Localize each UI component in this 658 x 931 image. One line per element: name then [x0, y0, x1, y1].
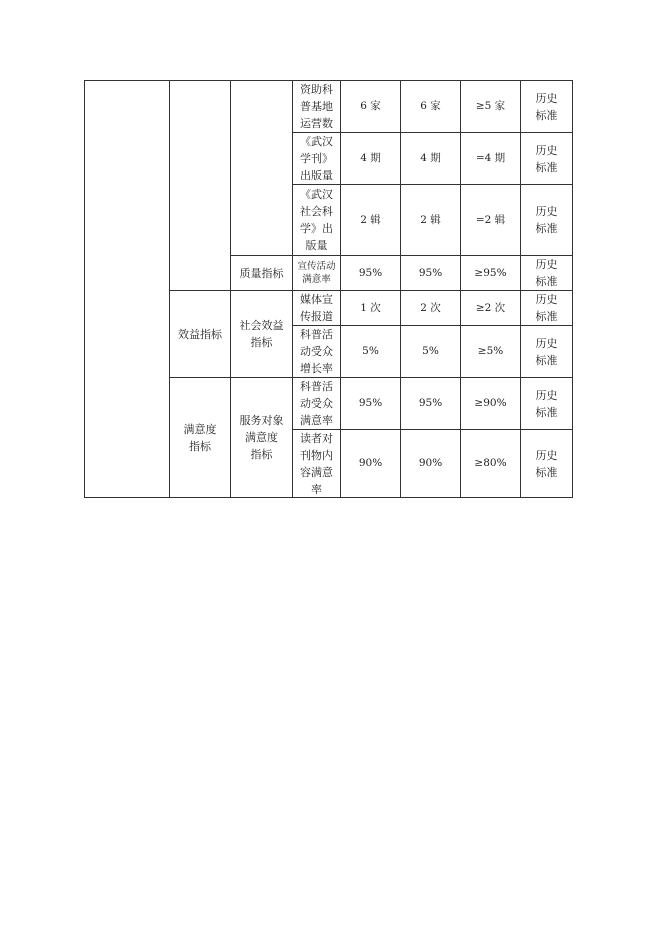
row-standard: ≥5%: [460, 325, 521, 378]
row-actual: 95%: [400, 255, 461, 291]
row-basis: 历史 标准: [520, 255, 573, 291]
col3-service-satisfaction-indicator: 服务对象 满意度 指标: [230, 377, 293, 498]
row-standard: ≥90%: [460, 377, 521, 430]
row-target: 5%: [340, 325, 401, 378]
row-target: 4 期: [340, 132, 401, 185]
row-target: 90%: [340, 429, 401, 498]
row-basis: 历史 标准: [520, 377, 573, 430]
row-actual: 95%: [400, 377, 461, 430]
row-indicator: 科普活 动受众 增长率: [292, 325, 341, 378]
row-actual: 2 次: [400, 290, 461, 326]
row-standard: ≥80%: [460, 429, 521, 498]
col3-continued-cell: [230, 80, 293, 256]
row-standard: =4 期: [460, 132, 521, 185]
col1-continued-cell: [84, 80, 170, 498]
row-actual: 2 辑: [400, 184, 461, 256]
row-target: 6 家: [340, 80, 401, 133]
row-target: 95%: [340, 255, 401, 291]
row-standard: ≥5 家: [460, 80, 521, 133]
col3-social-benefit-indicator: 社会效益 指标: [230, 290, 293, 378]
row-basis: 历史 标准: [520, 184, 573, 256]
row-indicator: 《武汉 学刊》 出版量: [292, 132, 341, 185]
row-indicator: 宣传活动 满意率: [292, 255, 341, 291]
row-target: 95%: [340, 377, 401, 430]
col2-benefit-indicator: 效益指标: [169, 290, 231, 378]
row-standard: ≥2 次: [460, 290, 521, 326]
row-indicator: 科普活 动受众 满意率: [292, 377, 341, 430]
row-basis: 历史 标准: [520, 80, 573, 133]
row-indicator: 资助科 普基地 运营数: [292, 80, 341, 133]
row-standard: ≥95%: [460, 255, 521, 291]
row-actual: 90%: [400, 429, 461, 498]
row-basis: 历史 标准: [520, 325, 573, 378]
row-basis: 历史 标准: [520, 429, 573, 498]
row-actual: 4 期: [400, 132, 461, 185]
row-basis: 历史 标准: [520, 132, 573, 185]
row-basis: 历史 标准: [520, 290, 573, 326]
row-indicator: 媒体宣 传报道: [292, 290, 341, 326]
row-indicator: 《武汉 社会科 学》出 版量: [292, 184, 341, 256]
performance-indicator-table: [84, 80, 573, 498]
col2-continued-cell: [169, 80, 231, 291]
row-indicator: 读者对 刊物内 容满意 率: [292, 429, 341, 498]
col2-satisfaction-indicator: 满意度 指标: [169, 377, 231, 498]
row-actual: 6 家: [400, 80, 461, 133]
row-actual: 5%: [400, 325, 461, 378]
row-target: 1 次: [340, 290, 401, 326]
row-standard: =2 辑: [460, 184, 521, 256]
col3-quality-indicator: 质量指标: [230, 255, 293, 291]
row-target: 2 辑: [340, 184, 401, 256]
